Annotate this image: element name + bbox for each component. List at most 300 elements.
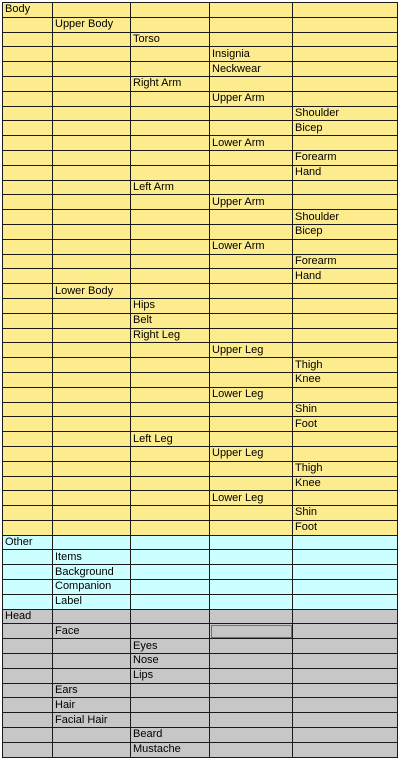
sheet-row-other	[3, 550, 398, 565]
sheet-cell[interactable]	[53, 506, 131, 521]
sheet-row-other	[3, 535, 398, 550]
sheet-cell[interactable]	[53, 668, 131, 683]
sheet-body	[3, 3, 398, 758]
sheet-row-head	[3, 683, 398, 698]
sheet-cell[interactable]: Beard	[131, 728, 210, 743]
sheet-cell[interactable]	[131, 624, 210, 639]
sheet-row-head	[3, 742, 398, 757]
sheet-cell[interactable]	[293, 313, 398, 328]
sheet-cell[interactable]: Upper Arm	[210, 91, 293, 106]
sheet-cell[interactable]	[53, 3, 131, 18]
sheet-cell[interactable]	[3, 62, 53, 77]
sheet-cell[interactable]	[3, 520, 53, 535]
sheet-cell[interactable]: Bicep	[293, 121, 398, 136]
sheet-cell[interactable]	[131, 343, 210, 358]
sheet-cell[interactable]	[293, 594, 398, 609]
sheet-cell[interactable]	[53, 372, 131, 387]
sheet-row-body	[3, 47, 398, 62]
sheet-cell[interactable]	[3, 239, 53, 254]
sheet-cell[interactable]	[210, 150, 293, 165]
sheet-cell[interactable]	[210, 254, 293, 269]
sheet-row-body	[3, 195, 398, 210]
sheet-cell[interactable]	[293, 343, 398, 358]
sheet-cell[interactable]: Background	[53, 565, 131, 580]
sheet-cell[interactable]	[131, 269, 210, 284]
sheet-cell[interactable]	[131, 565, 210, 580]
sheet-cell[interactable]	[3, 491, 53, 506]
sheet-row-body	[3, 180, 398, 195]
sheet-cell[interactable]	[3, 461, 53, 476]
sheet-cell[interactable]	[131, 358, 210, 373]
sheet-cell[interactable]	[53, 121, 131, 136]
sheet-cell[interactable]	[210, 668, 293, 683]
sheet-cell[interactable]	[53, 535, 131, 550]
sheet-cell[interactable]	[3, 668, 53, 683]
sheet-cell[interactable]	[210, 476, 293, 491]
sheet-row-body	[3, 476, 398, 491]
sheet-cell[interactable]	[131, 284, 210, 299]
sheet-cell[interactable]	[131, 239, 210, 254]
sheet-cell[interactable]	[53, 195, 131, 210]
sheet-cell[interactable]: Insignia	[210, 47, 293, 62]
sheet-cell[interactable]: Shin	[293, 506, 398, 521]
sheet-cell[interactable]: Nose	[131, 654, 210, 669]
sheet-cell[interactable]	[210, 313, 293, 328]
sheet-cell[interactable]	[293, 639, 398, 654]
sheet-cell[interactable]	[3, 76, 53, 91]
sheet-row-body	[3, 417, 398, 432]
sheet-cell[interactable]: Shoulder	[293, 106, 398, 121]
sheet-cell[interactable]	[3, 298, 53, 313]
sheet-cell[interactable]	[3, 639, 53, 654]
sheet-row-body	[3, 520, 398, 535]
sheet-cell[interactable]	[131, 609, 210, 624]
sheet-cell[interactable]	[293, 683, 398, 698]
sheet-cell[interactable]	[3, 358, 53, 373]
sheet-cell[interactable]	[210, 594, 293, 609]
sheet-cell[interactable]	[3, 580, 53, 595]
sheet-cell[interactable]	[293, 284, 398, 299]
sheet-cell[interactable]: Right Arm	[131, 76, 210, 91]
sheet-cell[interactable]: Upper Leg	[210, 446, 293, 461]
sheet-cell[interactable]	[210, 210, 293, 225]
sheet-row-body	[3, 32, 398, 47]
sheet-cell[interactable]	[293, 239, 398, 254]
sheet-cell[interactable]	[210, 580, 293, 595]
sheet-cell[interactable]	[293, 432, 398, 447]
sheet-cell[interactable]	[293, 47, 398, 62]
sheet-cell[interactable]	[53, 432, 131, 447]
sheet-row-body	[3, 17, 398, 32]
sheet-row-body	[3, 328, 398, 343]
sheet-cell[interactable]	[53, 609, 131, 624]
sheet-cell[interactable]	[210, 269, 293, 284]
sheet-cell[interactable]	[293, 17, 398, 32]
sheet-cell[interactable]	[3, 742, 53, 757]
sheet-cell[interactable]: Label	[53, 594, 131, 609]
sheet-cell[interactable]	[210, 609, 293, 624]
sheet-cell[interactable]: Belt	[131, 313, 210, 328]
sheet-cell[interactable]: Thigh	[293, 358, 398, 373]
sheet-cell[interactable]	[53, 343, 131, 358]
sheet-cell[interactable]	[293, 76, 398, 91]
sheet-cell[interactable]	[53, 136, 131, 151]
sheet-row-body	[3, 491, 398, 506]
sheet-cell[interactable]	[210, 328, 293, 343]
sheet-cell[interactable]	[210, 742, 293, 757]
sheet-cell[interactable]: Other	[3, 535, 53, 550]
sheet-row-head	[3, 728, 398, 743]
sheet-cell[interactable]: Items	[53, 550, 131, 565]
sheet-cell[interactable]	[131, 136, 210, 151]
sheet-cell-selected[interactable]	[210, 624, 293, 639]
sheet-cell[interactable]: Facial Hair	[53, 713, 131, 728]
sheet-cell[interactable]	[293, 535, 398, 550]
sheet-cell[interactable]	[53, 358, 131, 373]
sheet-cell[interactable]	[210, 298, 293, 313]
sheet-cell[interactable]	[210, 535, 293, 550]
sheet-cell[interactable]	[3, 91, 53, 106]
sheet-row-body	[3, 343, 398, 358]
sheet-row-other	[3, 580, 398, 595]
sheet-cell[interactable]	[53, 239, 131, 254]
sheet-cell[interactable]	[3, 387, 53, 402]
sheet-cell[interactable]	[53, 446, 131, 461]
sheet-cell[interactable]	[131, 535, 210, 550]
sheet-cell[interactable]	[3, 32, 53, 47]
sheet-cell[interactable]	[131, 254, 210, 269]
sheet-cell[interactable]	[53, 106, 131, 121]
sheet-cell[interactable]	[293, 698, 398, 713]
sheet-cell[interactable]	[3, 372, 53, 387]
sheet-cell[interactable]	[131, 506, 210, 521]
sheet-cell[interactable]	[131, 387, 210, 402]
sheet-cell[interactable]	[131, 446, 210, 461]
sheet-cell[interactable]	[3, 269, 53, 284]
sheet-cell[interactable]: Eyes	[131, 639, 210, 654]
sheet-cell[interactable]	[210, 698, 293, 713]
sheet-cell[interactable]	[131, 402, 210, 417]
spreadsheet-grid	[2, 2, 398, 758]
sheet-cell[interactable]	[53, 76, 131, 91]
sheet-row-body	[3, 165, 398, 180]
sheet-cell[interactable]	[210, 432, 293, 447]
sheet-row-body	[3, 461, 398, 476]
sheet-cell[interactable]: Upper Arm	[210, 195, 293, 210]
sheet-cell[interactable]	[3, 224, 53, 239]
sheet-cell[interactable]	[293, 713, 398, 728]
sheet-cell[interactable]	[3, 180, 53, 195]
sheet-cell[interactable]: Shin	[293, 402, 398, 417]
sheet-cell[interactable]	[3, 254, 53, 269]
sheet-row-body	[3, 76, 398, 91]
sheet-cell[interactable]	[293, 91, 398, 106]
sheet-row-head	[3, 713, 398, 728]
sheet-row-head	[3, 624, 398, 639]
sheet-cell[interactable]: Upper Body	[53, 17, 131, 32]
sheet-cell[interactable]	[293, 580, 398, 595]
sheet-cell[interactable]	[210, 180, 293, 195]
sheet-cell[interactable]: Ears	[53, 683, 131, 698]
sheet-cell[interactable]: Lips	[131, 668, 210, 683]
sheet-cell[interactable]	[210, 639, 293, 654]
sheet-row-body	[3, 298, 398, 313]
sheet-cell[interactable]	[210, 461, 293, 476]
sheet-cell[interactable]: Lower Arm	[210, 136, 293, 151]
sheet-cell[interactable]: Hand	[293, 165, 398, 180]
sheet-cell[interactable]: Head	[3, 609, 53, 624]
sheet-cell[interactable]: Lower Leg	[210, 387, 293, 402]
sheet-cell[interactable]	[131, 713, 210, 728]
sheet-cell[interactable]	[3, 654, 53, 669]
sheet-cell[interactable]	[131, 17, 210, 32]
sheet-cell[interactable]	[131, 372, 210, 387]
sheet-cell[interactable]	[3, 728, 53, 743]
sheet-cell[interactable]	[210, 372, 293, 387]
sheet-cell[interactable]	[53, 298, 131, 313]
sheet-cell[interactable]	[293, 3, 398, 18]
sheet-cell[interactable]	[53, 224, 131, 239]
sheet-cell[interactable]	[53, 47, 131, 62]
sheet-cell[interactable]: Foot	[293, 520, 398, 535]
sheet-cell[interactable]	[293, 32, 398, 47]
sheet-cell[interactable]: Left Leg	[131, 432, 210, 447]
sheet-cell[interactable]	[3, 210, 53, 225]
sheet-row-other	[3, 565, 398, 580]
sheet-row-body	[3, 239, 398, 254]
sheet-cell[interactable]	[210, 713, 293, 728]
sheet-cell[interactable]	[3, 195, 53, 210]
sheet-cell[interactable]	[3, 550, 53, 565]
sheet-cell[interactable]	[210, 17, 293, 32]
sheet-cell[interactable]	[3, 284, 53, 299]
sheet-cell[interactable]	[3, 683, 53, 698]
sheet-cell[interactable]	[53, 476, 131, 491]
sheet-cell[interactable]	[210, 520, 293, 535]
sheet-cell[interactable]: Body	[3, 3, 53, 18]
sheet-cell[interactable]	[210, 358, 293, 373]
sheet-cell[interactable]	[53, 639, 131, 654]
sheet-cell[interactable]	[210, 106, 293, 121]
sheet-cell[interactable]	[131, 417, 210, 432]
sheet-cell[interactable]: Right Leg	[131, 328, 210, 343]
sheet-cell[interactable]	[53, 254, 131, 269]
sheet-cell[interactable]: Thigh	[293, 461, 398, 476]
sheet-cell[interactable]	[53, 491, 131, 506]
sheet-row-head	[3, 668, 398, 683]
sheet-cell[interactable]	[53, 165, 131, 180]
sheet-cell[interactable]	[53, 417, 131, 432]
sheet-cell[interactable]	[210, 683, 293, 698]
sheet-cell[interactable]	[3, 343, 53, 358]
sheet-cell[interactable]	[293, 668, 398, 683]
sheet-cell[interactable]: Lower Body	[53, 284, 131, 299]
sheet-cell[interactable]	[210, 121, 293, 136]
sheet-row-body	[3, 432, 398, 447]
sheet-cell[interactable]	[131, 550, 210, 565]
sheet-cell[interactable]	[53, 328, 131, 343]
sheet-cell[interactable]	[3, 713, 53, 728]
sheet-cell[interactable]: Hand	[293, 269, 398, 284]
sheet-cell[interactable]	[131, 520, 210, 535]
sheet-cell[interactable]	[210, 284, 293, 299]
sheet-cell[interactable]	[53, 313, 131, 328]
sheet-cell[interactable]	[210, 417, 293, 432]
sheet-cell[interactable]	[3, 565, 53, 580]
sheet-row-body	[3, 3, 398, 18]
sheet-cell[interactable]	[293, 654, 398, 669]
sheet-cell[interactable]	[131, 683, 210, 698]
sheet-row-body	[3, 91, 398, 106]
sheet-cell[interactable]	[210, 728, 293, 743]
sheet-cell[interactable]	[210, 506, 293, 521]
sheet-cell[interactable]	[131, 461, 210, 476]
sheet-cell[interactable]	[293, 136, 398, 151]
sheet-cell[interactable]	[3, 446, 53, 461]
sheet-cell[interactable]	[131, 476, 210, 491]
sheet-cell[interactable]	[53, 210, 131, 225]
sheet-cell[interactable]	[3, 506, 53, 521]
sheet-cell[interactable]	[53, 180, 131, 195]
sheet-cell[interactable]: Shoulder	[293, 210, 398, 225]
sheet-cell[interactable]	[293, 728, 398, 743]
sheet-cell[interactable]	[131, 195, 210, 210]
sheet-cell[interactable]	[131, 210, 210, 225]
sheet-cell[interactable]	[210, 32, 293, 47]
sheet-row-body	[3, 224, 398, 239]
sheet-cell[interactable]: Mustache	[131, 742, 210, 757]
sheet-cell[interactable]	[293, 742, 398, 757]
sheet-cell[interactable]	[293, 491, 398, 506]
sheet-cell[interactable]: Hair	[53, 698, 131, 713]
sheet-row-body	[3, 372, 398, 387]
sheet-cell[interactable]	[293, 387, 398, 402]
sheet-cell[interactable]	[3, 624, 53, 639]
sheet-cell[interactable]: Lower Leg	[210, 491, 293, 506]
sheet-cell[interactable]	[210, 3, 293, 18]
sheet-cell[interactable]	[293, 609, 398, 624]
sheet-cell[interactable]	[293, 180, 398, 195]
sheet-cell[interactable]	[3, 402, 53, 417]
sheet-cell[interactable]	[3, 165, 53, 180]
sheet-cell[interactable]	[3, 121, 53, 136]
sheet-row-head	[3, 698, 398, 713]
sheet-cell[interactable]	[293, 550, 398, 565]
sheet-row-body	[3, 106, 398, 121]
sheet-cell[interactable]	[210, 402, 293, 417]
sheet-cell[interactable]	[293, 565, 398, 580]
sheet-cell[interactable]	[210, 165, 293, 180]
sheet-cell[interactable]: Left Arm	[131, 180, 210, 195]
sheet-cell[interactable]: Forearm	[293, 150, 398, 165]
sheet-cell[interactable]: Upper Leg	[210, 343, 293, 358]
sheet-cell[interactable]	[293, 62, 398, 77]
sheet-cell[interactable]	[131, 224, 210, 239]
sheet-cell[interactable]	[53, 91, 131, 106]
sheet-cell[interactable]	[3, 150, 53, 165]
sheet-cell[interactable]: Face	[53, 624, 131, 639]
sheet-cell[interactable]	[131, 150, 210, 165]
sheet-cell[interactable]	[3, 17, 53, 32]
sheet-row-head	[3, 639, 398, 654]
sheet-cell[interactable]	[131, 62, 210, 77]
sheet-cell[interactable]	[53, 32, 131, 47]
sheet-cell[interactable]	[53, 402, 131, 417]
sheet-cell[interactable]	[3, 313, 53, 328]
sheet-cell[interactable]	[53, 728, 131, 743]
sheet-cell[interactable]	[293, 298, 398, 313]
sheet-cell[interactable]	[210, 565, 293, 580]
sheet-row-body	[3, 210, 398, 225]
sheet-row-body	[3, 446, 398, 461]
sheet-cell[interactable]	[3, 328, 53, 343]
sheet-cell[interactable]	[293, 195, 398, 210]
sheet-cell[interactable]: Neckwear	[210, 62, 293, 77]
sheet-cell[interactable]	[53, 654, 131, 669]
sheet-cell[interactable]	[53, 387, 131, 402]
sheet-cell[interactable]	[293, 328, 398, 343]
sheet-cell[interactable]	[3, 106, 53, 121]
sheet-cell[interactable]	[3, 47, 53, 62]
sheet-row-head	[3, 609, 398, 624]
sheet-cell[interactable]	[210, 550, 293, 565]
sheet-cell[interactable]	[3, 432, 53, 447]
sheet-cell[interactable]	[131, 698, 210, 713]
sheet-cell[interactable]: Torso	[131, 32, 210, 47]
sheet-cell[interactable]	[3, 594, 53, 609]
sheet-cell[interactable]: Companion	[53, 580, 131, 595]
sheet-cell[interactable]	[3, 476, 53, 491]
sheet-cell[interactable]	[3, 417, 53, 432]
sheet-cell[interactable]	[53, 62, 131, 77]
sheet-cell[interactable]	[131, 3, 210, 18]
sheet-cell[interactable]	[293, 624, 398, 639]
sheet-cell[interactable]	[131, 491, 210, 506]
sheet-cell[interactable]	[210, 76, 293, 91]
sheet-row-body	[3, 387, 398, 402]
sheet-cell[interactable]	[293, 446, 398, 461]
sheet-cell[interactable]	[53, 742, 131, 757]
sheet-cell[interactable]	[131, 165, 210, 180]
sheet-cell[interactable]	[131, 580, 210, 595]
sheet-cell[interactable]	[131, 91, 210, 106]
sheet-cell[interactable]	[3, 136, 53, 151]
sheet-cell[interactable]	[210, 654, 293, 669]
sheet-row-head	[3, 654, 398, 669]
sheet-cell[interactable]	[131, 594, 210, 609]
sheet-row-body	[3, 150, 398, 165]
sheet-cell[interactable]: Hips	[131, 298, 210, 313]
sheet-cell[interactable]: Forearm	[293, 254, 398, 269]
sheet-row-body	[3, 402, 398, 417]
sheet-cell[interactable]	[131, 106, 210, 121]
sheet-cell[interactable]: Bicep	[293, 224, 398, 239]
sheet-cell[interactable]	[3, 698, 53, 713]
sheet-cell[interactable]	[131, 121, 210, 136]
sheet-row-body	[3, 358, 398, 373]
sheet-cell[interactable]	[53, 520, 131, 535]
sheet-cell[interactable]	[53, 461, 131, 476]
sheet-cell[interactable]	[131, 47, 210, 62]
sheet-cell[interactable]: Knee	[293, 476, 398, 491]
sheet-cell[interactable]: Foot	[293, 417, 398, 432]
sheet-cell[interactable]	[53, 269, 131, 284]
sheet-cell[interactable]	[53, 150, 131, 165]
sheet-cell[interactable]: Knee	[293, 372, 398, 387]
sheet-cell[interactable]	[210, 224, 293, 239]
sheet-row-body	[3, 284, 398, 299]
sheet-cell[interactable]: Lower Arm	[210, 239, 293, 254]
